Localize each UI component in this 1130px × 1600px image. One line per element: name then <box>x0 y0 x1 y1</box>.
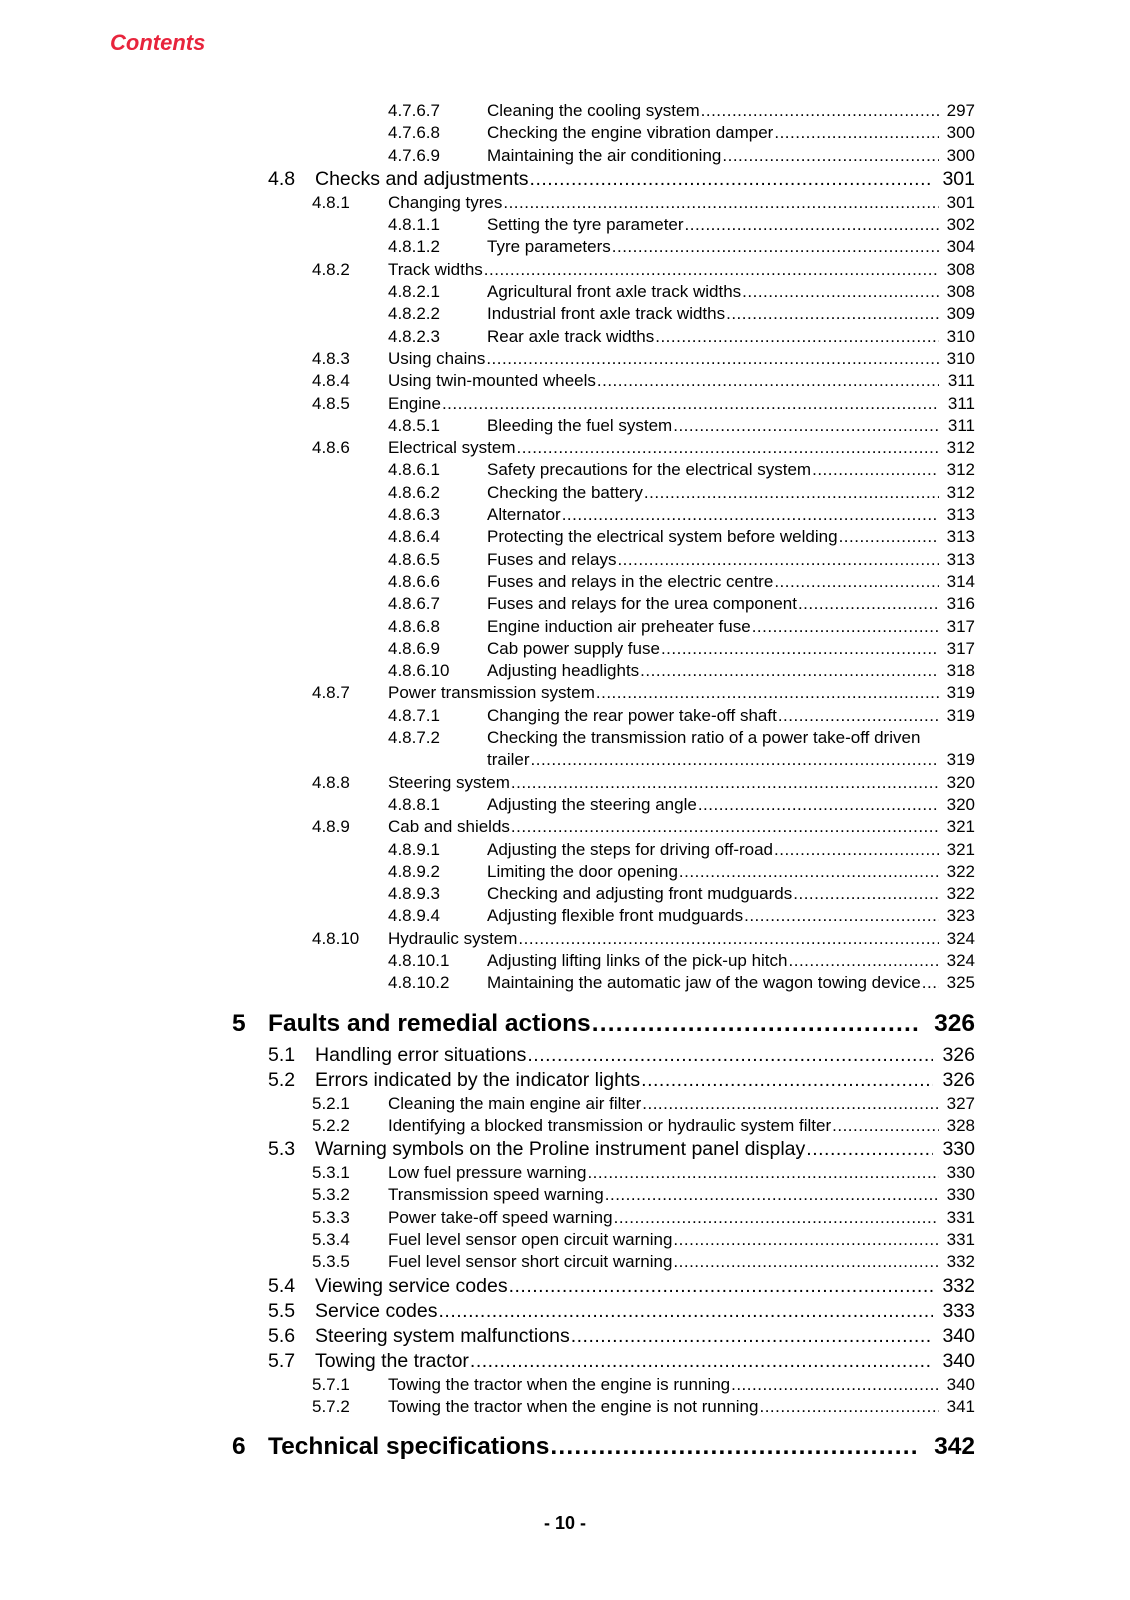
toc-dot-leader <box>673 1229 939 1251</box>
toc-entry[interactable] <box>0 660 1130 682</box>
toc-entry-number: 4.8.6.1 <box>388 460 440 480</box>
toc-entry-title: Agricultural front axle track widths <box>487 282 742 302</box>
toc-dot-leader <box>511 772 939 794</box>
toc-entry[interactable] <box>0 348 1130 370</box>
toc-entry-number: 4.8.8.1 <box>388 794 440 814</box>
toc-dot-leader <box>701 100 939 122</box>
toc-dot-leader <box>798 593 939 615</box>
toc-entry[interactable] <box>0 214 1130 236</box>
toc-entry-title: Checks and adjustments <box>315 167 529 190</box>
toc-entry-number: 5.3.2 <box>312 1185 350 1205</box>
toc-entry-title: Handling error situations <box>315 1043 527 1066</box>
toc-entry[interactable] <box>0 772 1130 794</box>
toc-entry-number: 4.8.6.5 <box>388 549 440 569</box>
toc-entry-number: 4.8.4 <box>312 371 350 391</box>
toc-entry-title: Towing the tractor <box>315 1349 469 1372</box>
toc-entry-page-number: 301 <box>946 192 975 212</box>
toc-dot-leader <box>605 1184 939 1206</box>
toc-dot-leader <box>742 281 939 303</box>
toc-entry-page-number: 311 <box>947 371 975 391</box>
toc-entry[interactable] <box>0 482 1130 504</box>
toc-dot-leader <box>596 682 939 704</box>
toc-entry[interactable] <box>0 1184 1130 1206</box>
toc-entry-number: 4.8.6.3 <box>388 505 440 525</box>
toc-entry[interactable] <box>0 459 1130 481</box>
toc-entry-title: Maintaining the automatic jaw of the wagon towing device <box>487 973 921 993</box>
toc-entry-title: Adjusting lifting links of the pick-up hitch <box>487 950 788 970</box>
toc-entry-number: 5.2.2 <box>312 1115 350 1135</box>
toc-entry-number: 5.7.2 <box>312 1396 350 1416</box>
toc-dot-leader <box>679 861 939 883</box>
toc-entry-title: Industrial front axle track widths <box>487 304 726 324</box>
toc-entry[interactable] <box>0 1009 1130 1039</box>
toc-entry-title: Engine induction air preheater fuse <box>487 616 751 636</box>
toc-entry-number: 5.1 <box>268 1043 296 1066</box>
toc-entry[interactable] <box>0 1115 1130 1137</box>
toc-entry-number: 5.3.1 <box>312 1163 350 1183</box>
toc-entry-title: Adjusting flexible front mudguards <box>487 906 744 926</box>
toc-entry-title: Power transmission system <box>388 683 595 703</box>
toc-entry-page-number: 330 <box>946 1163 975 1183</box>
toc-entry-number: 4.8.6.10 <box>388 661 450 681</box>
toc-entry-number: 5.3.4 <box>312 1230 350 1250</box>
toc-entry[interactable] <box>0 616 1130 638</box>
toc-entry-number: 6 <box>232 1433 246 1461</box>
toc-entry-title: Tyre parameters <box>487 237 611 257</box>
toc-dot-leader <box>612 236 939 258</box>
toc-dot-leader <box>759 1396 939 1418</box>
toc-entry-number: 4.8.9.4 <box>388 906 440 926</box>
toc-entry-title: Adjusting the steps for driving off-road <box>487 839 774 859</box>
toc-entry[interactable] <box>0 100 1130 122</box>
toc-entry-title: Fuses and relays for the urea component <box>487 594 797 614</box>
toc-entry-number: 5.5 <box>268 1299 296 1322</box>
toc-entry-number: 4.8.10 <box>312 928 360 948</box>
toc-dot-leader <box>597 370 939 392</box>
toc-entry-number: 4.8.9 <box>312 817 350 837</box>
toc-entry-number: 4.7.6.7 <box>388 101 440 120</box>
toc-entry-page-number: 310 <box>946 326 975 346</box>
toc-entry[interactable] <box>0 1299 1130 1324</box>
toc-entry-title: Track widths <box>388 259 483 279</box>
toc-entry[interactable] <box>0 1068 1130 1093</box>
toc-entry-page-number: 322 <box>946 884 975 904</box>
toc-entry-page-number: 321 <box>946 839 975 859</box>
toc-entry[interactable] <box>0 236 1130 258</box>
toc-entry[interactable] <box>0 1043 1130 1068</box>
toc-entry[interactable] <box>0 1093 1130 1115</box>
toc-dot-leader <box>774 839 939 861</box>
toc-entry-number: 5.3.3 <box>312 1207 350 1227</box>
table-of-contents <box>0 100 1130 1466</box>
toc-entry-page-number: 313 <box>946 505 975 525</box>
toc-entry-title: Towing the tractor when the engine is running <box>388 1374 731 1394</box>
toc-entry-number: 4.8.10.2 <box>388 973 450 993</box>
toc-entry-page-number: 342 <box>934 1433 975 1461</box>
toc-dot-leader <box>726 303 939 325</box>
toc-entry-title: Warning symbols on the Proline instrument panel display <box>315 1138 806 1161</box>
toc-dot-leader <box>527 1043 933 1068</box>
toc-entry-page-number: 340 <box>942 1349 975 1372</box>
toc-entry[interactable] <box>0 167 1130 192</box>
toc-entry-title: Fuel level sensor short circuit warning <box>388 1252 673 1272</box>
toc-entry[interactable] <box>0 794 1130 816</box>
toc-entry-title: Changing tyres <box>388 192 503 212</box>
toc-entry-page-number: 297 <box>946 101 975 120</box>
toc-dot-leader <box>562 504 939 526</box>
toc-entry[interactable] <box>0 1432 1130 1462</box>
toc-entry-title: Service codes <box>315 1299 438 1322</box>
toc-entry-page-number: 320 <box>946 794 975 814</box>
toc-entry-number: 5.6 <box>268 1324 296 1347</box>
toc-dot-leader <box>731 1374 939 1396</box>
toc-entry-page-number: 317 <box>946 638 975 658</box>
toc-entry-number: 4.8.6.4 <box>388 527 440 547</box>
toc-entry-number: 5.2 <box>268 1068 296 1091</box>
toc-entry[interactable] <box>0 1349 1130 1374</box>
toc-entry-title: Fuses and relays in the electric centre <box>487 571 774 591</box>
toc-entry-title: Checking and adjusting front mudguards <box>487 884 793 904</box>
toc-dot-leader <box>685 214 939 236</box>
toc-entry-number: 4.7.6.8 <box>388 123 440 143</box>
toc-entry-title: Low fuel pressure warning <box>388 1163 587 1183</box>
toc-entry-number: 4.8.6.6 <box>388 571 440 591</box>
toc-entry-title: Electrical system <box>388 438 516 458</box>
toc-entry-page-number: 333 <box>942 1299 975 1322</box>
toc-entry-title: Fuses and relays <box>487 549 617 569</box>
toc-entry-title: Hydraulic system <box>388 928 518 948</box>
toc-entry[interactable] <box>0 950 1130 972</box>
toc-entry-number: 4.8.1.2 <box>388 237 440 257</box>
toc-entry-page-number: 326 <box>942 1043 975 1066</box>
toc-entry-page-number: 332 <box>942 1274 975 1297</box>
toc-entry[interactable] <box>0 883 1130 905</box>
running-header-contents: Contents <box>110 30 206 55</box>
toc-entry-title: Changing the rear power take-off shaft <box>487 705 777 725</box>
toc-entry-number: 5.7.1 <box>312 1374 350 1394</box>
toc-entry-page-number: 328 <box>946 1115 975 1135</box>
toc-entry-title: Adjusting the steering angle <box>487 794 697 814</box>
toc-dot-leader <box>774 122 939 144</box>
toc-entry[interactable] <box>0 593 1130 615</box>
toc-entry-page-number: 322 <box>946 861 975 881</box>
toc-entry-number: 5.7 <box>268 1349 296 1372</box>
toc-entry-page-number: 301 <box>942 167 975 190</box>
toc-entry-page-number: 327 <box>946 1093 975 1113</box>
toc-entry-number: 4.8.2.2 <box>388 304 440 324</box>
toc-entry-number: 4.8.5 <box>312 393 350 413</box>
toc-entry[interactable] <box>0 1374 1130 1396</box>
toc-entry[interactable] <box>0 1162 1130 1184</box>
toc-entry[interactable] <box>0 1137 1130 1162</box>
toc-dot-leader <box>922 972 939 994</box>
toc-entry-title: Checking the engine vibration damper <box>487 123 774 143</box>
toc-entry[interactable] <box>0 571 1130 593</box>
toc-entry[interactable] <box>0 816 1130 838</box>
toc-entry[interactable] <box>0 1396 1130 1418</box>
toc-entry-title: Setting the tyre parameter <box>487 215 684 235</box>
toc-entry-page-number: 319 <box>946 705 975 725</box>
toc-entry[interactable] <box>0 727 1130 772</box>
toc-entry[interactable] <box>0 122 1130 144</box>
toc-dot-leader <box>832 1115 939 1137</box>
toc-entry-title: Cab power supply fuse <box>487 638 660 658</box>
toc-dot-leader <box>744 905 939 927</box>
toc-dot-leader <box>509 1274 933 1299</box>
toc-entry-page-number: 331 <box>946 1207 975 1227</box>
toc-entry-page-number: 340 <box>946 1374 975 1394</box>
toc-dot-leader <box>806 1137 933 1162</box>
toc-entry[interactable] <box>0 1324 1130 1349</box>
toc-dot-leader <box>673 1251 939 1273</box>
toc-entry-title: Bleeding the fuel system <box>487 415 673 435</box>
toc-entry[interactable] <box>0 526 1130 548</box>
toc-entry-page-number: 300 <box>946 123 975 143</box>
toc-dot-leader <box>470 1349 933 1374</box>
toc-entry-title: Power take-off speed warning <box>388 1207 613 1227</box>
toc-entry-number: 4.8.10.1 <box>388 950 450 970</box>
toc-entry-number: 4.8.9.1 <box>388 839 440 859</box>
toc-dot-leader <box>778 705 939 727</box>
toc-entry-number: 4.8.5.1 <box>388 415 440 435</box>
toc-dot-leader <box>673 415 939 437</box>
toc-entry-page-number: 300 <box>946 145 975 165</box>
toc-dot-leader <box>503 192 939 214</box>
toc-entry-number: 5.3 <box>268 1138 296 1161</box>
toc-entry-page-number: 321 <box>946 817 975 837</box>
toc-entry-title: Errors indicated by the indicator lights <box>315 1068 641 1091</box>
toc-entry-title: Identifying a blocked transmission or hydraulic system filter <box>388 1115 832 1135</box>
toc-entry-page-number: 332 <box>946 1252 975 1272</box>
toc-entry-number: 4.8 <box>268 167 296 190</box>
toc-entry[interactable] <box>0 415 1130 437</box>
toc-entry-title: Towing the tractor when the engine is not running <box>388 1396 759 1416</box>
toc-entry[interactable] <box>0 705 1130 727</box>
toc-dot-leader <box>531 749 939 771</box>
toc-entry-title: Fuel level sensor open circuit warning <box>388 1230 673 1250</box>
toc-entry-number: 4.8.6.7 <box>388 594 440 614</box>
toc-dot-leader <box>642 1093 939 1115</box>
toc-dot-leader <box>530 167 933 192</box>
toc-dot-leader <box>617 549 939 571</box>
toc-entry-title: Adjusting headlights <box>487 661 640 681</box>
toc-entry-number: 4.8.2 <box>312 259 350 279</box>
toc-entry-page-number: 319 <box>946 683 975 703</box>
toc-entry-title: Safety precautions for the electrical system <box>487 460 812 480</box>
toc-entry[interactable] <box>0 928 1130 950</box>
toc-entry-page-number: 330 <box>942 1138 975 1161</box>
toc-entry-title: Steering system malfunctions <box>315 1324 570 1347</box>
toc-entry-page-number: 317 <box>946 616 975 636</box>
toc-entry[interactable] <box>0 1207 1130 1229</box>
toc-entry[interactable] <box>0 638 1130 660</box>
toc-entry-page-number: 302 <box>946 215 975 235</box>
toc-entry[interactable] <box>0 393 1130 415</box>
toc-entry-number: 5.2.1 <box>312 1093 350 1113</box>
toc-entry[interactable] <box>0 972 1130 994</box>
toc-entry-page-number: 316 <box>946 594 975 614</box>
toc-entry[interactable] <box>0 326 1130 348</box>
toc-entry-title: Maintaining the air conditioning <box>487 145 722 165</box>
toc-entry-page-number: 318 <box>946 661 975 681</box>
toc-entry[interactable] <box>0 370 1130 392</box>
toc-entry-page-number: 325 <box>946 973 975 993</box>
toc-entry-page-number: 312 <box>946 482 975 502</box>
toc-entry-title: Alternator <box>487 505 561 525</box>
toc-entry-page-number: 326 <box>942 1068 975 1091</box>
toc-entry[interactable] <box>0 259 1130 281</box>
toc-dot-leader <box>655 326 939 348</box>
toc-entry[interactable] <box>0 281 1130 303</box>
toc-entry-page-number: 319 <box>946 750 975 770</box>
toc-entry[interactable] <box>0 549 1130 571</box>
toc-entry-title: Using twin-mounted wheels <box>388 371 596 391</box>
toc-entry-number: 4.8.2.3 <box>388 326 440 346</box>
toc-dot-leader <box>774 571 939 593</box>
toc-dot-leader <box>517 437 939 459</box>
toc-entry-title: Viewing service codes <box>315 1274 508 1297</box>
toc-dot-leader <box>789 950 940 972</box>
toc-dot-leader <box>698 794 939 816</box>
toc-dot-leader <box>640 660 939 682</box>
toc-entry-title: Transmission speed warning <box>388 1185 604 1205</box>
toc-entry-title: Limiting the door opening <box>487 861 678 881</box>
toc-dot-leader <box>793 883 939 905</box>
toc-dot-leader <box>722 145 939 167</box>
toc-entry-page-number: 310 <box>946 348 975 368</box>
toc-entry-page-number: 308 <box>946 282 975 302</box>
toc-entry-page-number: 324 <box>946 928 975 948</box>
toc-entry-page-number: 341 <box>946 1396 975 1416</box>
toc-entry-title: Cab and shields <box>388 817 510 837</box>
toc-entry-number: 4.8.6.9 <box>388 638 440 658</box>
toc-entry-title: Checking the transmission ratio of a power take-off driven <box>487 728 921 748</box>
toc-dot-leader <box>587 1162 939 1184</box>
toc-entry-page-number: 320 <box>946 772 975 792</box>
toc-entry-title: Cleaning the cooling system <box>487 101 700 120</box>
toc-entry-page-number: 309 <box>946 304 975 324</box>
toc-entry[interactable] <box>0 145 1130 167</box>
toc-dot-leader <box>839 526 939 548</box>
toc-entry-page-number: 331 <box>946 1230 975 1250</box>
toc-entry[interactable] <box>0 437 1130 459</box>
toc-entry[interactable] <box>0 1274 1130 1299</box>
toc-entry-number: 4.8.1 <box>312 192 350 212</box>
toc-entry-title: Steering system <box>388 772 510 792</box>
toc-entry[interactable] <box>0 905 1130 927</box>
toc-entry-number: 4.8.9.2 <box>388 861 440 881</box>
page-footer: - 10 - <box>543 1513 586 1533</box>
toc-entry-page-number: 326 <box>934 1009 975 1037</box>
toc-entry-page-number: 313 <box>946 549 975 569</box>
toc-entry-title: Engine <box>388 393 441 413</box>
toc-entry-page-number: 311 <box>947 393 975 413</box>
toc-dot-leader <box>592 1009 919 1039</box>
toc-entry-number: 4.8.6 <box>312 438 350 458</box>
toc-entry[interactable] <box>0 682 1130 704</box>
toc-dot-leader <box>438 1299 933 1324</box>
toc-entry-number: 5 <box>232 1009 246 1037</box>
toc-entry-number: 4.8.6.8 <box>388 616 440 636</box>
toc-dot-leader <box>486 348 939 370</box>
toc-entry-title: Technical specifications <box>268 1433 550 1461</box>
toc-entry-page-number: 312 <box>946 438 975 458</box>
toc-entry-title: Protecting the electrical system before welding <box>487 527 838 547</box>
toc-entry-number: 5.4 <box>268 1274 296 1297</box>
toc-dot-leader <box>752 616 939 638</box>
toc-dot-leader <box>661 638 939 660</box>
toc-entry-title: Faults and remedial actions <box>268 1009 591 1037</box>
toc-entry-number: 4.8.9.3 <box>388 884 440 904</box>
toc-entry[interactable] <box>0 861 1130 883</box>
toc-entry-page-number: 323 <box>946 906 975 926</box>
toc-entry-number: 4.8.6.2 <box>388 482 440 502</box>
toc-entry-page-number: 304 <box>946 237 975 257</box>
toc-entry-number: 4.8.1.1 <box>388 215 440 235</box>
toc-dot-leader <box>511 816 939 838</box>
toc-dot-leader <box>442 393 939 415</box>
toc-entry-number: 4.7.6.9 <box>388 145 440 165</box>
toc-dot-leader <box>571 1324 933 1349</box>
toc-entry-page-number: 324 <box>946 950 975 970</box>
toc-entry-number: 4.8.2.1 <box>388 282 440 302</box>
toc-entry-number: 4.8.7.2 <box>388 728 440 748</box>
toc-entry-page-number: 312 <box>946 460 975 480</box>
toc-dot-leader <box>644 482 939 504</box>
toc-entry-page-number: 308 <box>946 259 975 279</box>
toc-entry[interactable] <box>0 192 1130 214</box>
toc-entry[interactable] <box>0 839 1130 861</box>
toc-entry-page-number: 340 <box>942 1324 975 1347</box>
toc-entry[interactable] <box>0 504 1130 526</box>
toc-entry[interactable] <box>0 1229 1130 1251</box>
toc-dot-leader <box>812 459 939 481</box>
toc-entry[interactable] <box>0 303 1130 325</box>
toc-entry-page-number: 311 <box>947 415 975 435</box>
toc-entry-page-number: 330 <box>946 1185 975 1205</box>
toc-entry-number: 4.8.7.1 <box>388 705 440 725</box>
toc-entry-page-number: 314 <box>946 571 975 591</box>
toc-entry-number: 4.8.7 <box>312 683 350 703</box>
toc-entry-number: 4.8.8 <box>312 772 350 792</box>
toc-entry-number: 4.8.3 <box>312 348 350 368</box>
toc-dot-leader <box>641 1068 933 1093</box>
toc-dot-leader <box>484 259 939 281</box>
toc-entry-title: Checking the battery <box>487 482 643 502</box>
toc-entry-title-continued: trailer <box>487 750 530 770</box>
toc-entry[interactable] <box>0 1251 1130 1273</box>
toc-dot-leader <box>518 928 939 950</box>
toc-entry-number: 5.3.5 <box>312 1252 350 1272</box>
toc-entry-title: Cleaning the main engine air filter <box>388 1093 642 1113</box>
toc-entry-title: Using chains <box>388 348 486 368</box>
toc-dot-leader <box>614 1207 939 1229</box>
toc-entry-page-number: 313 <box>946 527 975 547</box>
toc-entry-title: Rear axle track widths <box>487 326 655 346</box>
toc-dot-leader <box>550 1432 919 1462</box>
